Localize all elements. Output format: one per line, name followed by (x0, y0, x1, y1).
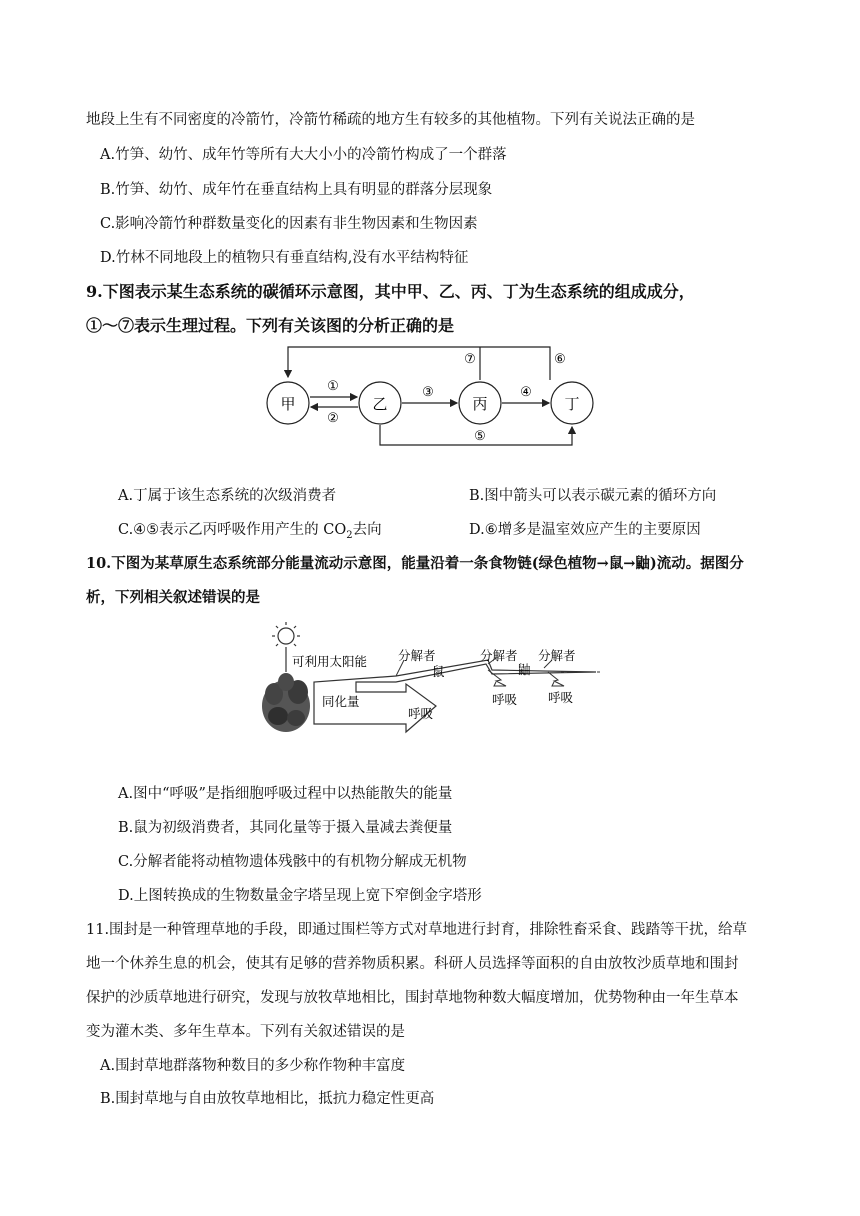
q8-option-c: C.影响冷箭竹种群数量变化的因素有非生物因素和生物因素 (100, 216, 478, 232)
q11-stem-line1: 11.围封是一种管理草地的手段，即通过围栏等方式对草地进行封育，排除牲畜采食、践踏等干扰，给草 (86, 922, 748, 938)
q9-option-c (118, 520, 382, 546)
q9-option-d: D.⑥增多是温室效应产生的主要原因 (469, 522, 701, 538)
q9-option-c-tail: 去向 (352, 522, 382, 538)
q11-stem-line2: 地一个休养生息的机会，使其有足够的营养物质积累。科研人员选择等面积的自由放牧沙质草地和围封 (86, 956, 739, 972)
label-1: ① (327, 379, 339, 394)
sun-label: 可利用太阳能 (292, 654, 368, 669)
q8-option-a: A.竹笋、幼竹、成年竹等所有大大小小的冷箭竹构成了一个群落 (100, 147, 507, 163)
q9-option-a: A.丁属于该生态系统的次级消费者 (118, 488, 337, 504)
q9-stem-line2: ①～⑦表示生理过程。下列有关该图的分析正确的是 (86, 316, 455, 335)
label-5: ⑤ (474, 429, 486, 444)
decomposer-label-1: 分解者 (398, 648, 436, 663)
q11-stem-line4: 变为灌木类、多年生草本。下列有关叙述错误的是 (86, 1024, 405, 1040)
q10-stem-line1: 10.下图为某草原生态系统部分能量流动示意图，能量沿着一条食物链(绿色植物→鼠→鼬)流动。据图分 (86, 555, 744, 572)
sun-icon (272, 622, 300, 650)
q8-stem-tail: 地段上生有不同密度的冷箭竹，冷箭竹稀疏的地方生有较多的其他植物。下列有关说法正确的是 (86, 112, 695, 128)
label-2: ② (327, 411, 339, 426)
q11-option-b: B.围封草地与自由放牧草地相比，抵抗力稳定性更高 (100, 1091, 435, 1107)
node-ding-label: 丁 (564, 395, 580, 413)
q8-option-d: D.竹林不同地段上的植物只有垂直结构,没有水平结构特征 (100, 250, 469, 266)
node-jia-label: 甲 (280, 395, 296, 413)
q9-option-c-sub: 2 (346, 529, 353, 541)
q9-stem-line1: 9.下图表示某生态系统的碳循环示意图，其中甲、乙、丙、丁为生态系统的组成成分， (86, 282, 695, 301)
respiration-label-1: 呼吸 (408, 706, 434, 721)
q9-option-b: B.图中箭头可以表示碳元素的循环方向 (469, 488, 717, 504)
q10-option-a: A.图中“呼吸”是指细胞呼吸过程中以热能散失的能量 (118, 786, 453, 802)
plant-icon (262, 673, 310, 732)
q10-option-c: C.分解者能将动植物遗体残骸中的有机物分解成无机物 (118, 854, 467, 870)
decomposer-label-2: 分解者 (480, 648, 518, 663)
branch-arrow-weasel (548, 672, 564, 686)
label-3: ③ (422, 385, 434, 400)
label-4: ④ (520, 385, 532, 400)
node-yi-label: 乙 (372, 395, 388, 413)
q9-option-c-text: C.④⑤表示乙丙呼吸作用产生的 CO (118, 522, 347, 538)
mouse-label: 鼠 (432, 664, 445, 679)
decomposer-label-3: 分解者 (538, 648, 576, 663)
q10-stem-line2: 析，下列相关叙述错误的是 (86, 589, 260, 606)
q10-option-d: D.上图转换成的生物数量金字塔呈现上宽下窄倒金字塔形 (118, 888, 482, 904)
q8-option-b: B.竹笋、幼竹、成年竹在垂直结构上具有明显的群落分层现象 (100, 182, 493, 198)
node-bing-label: 丙 (472, 395, 488, 413)
respiration-label-3: 呼吸 (548, 690, 574, 705)
respiration-label-2: 呼吸 (492, 692, 518, 707)
carbon-cycle-diagram (262, 345, 602, 449)
q11-stem-line3: 保护的沙质草地进行研究，发现与放牧草地相比，围封草地物种数大幅度增加，优势物种由一年生草本 (86, 990, 739, 1006)
q10-option-b: B.鼠为初级消费者，其同化量等于摄入量减去粪便量 (118, 820, 453, 836)
label-6: ⑥ (554, 352, 566, 367)
label-7: ⑦ (464, 352, 476, 367)
assimilation-label: 同化量 (322, 694, 360, 709)
energy-flow-diagram (256, 620, 606, 742)
weasel-label: 鼬 (518, 662, 531, 677)
q11-option-a: A.围封草地群落物种数目的多少称作物种丰富度 (100, 1058, 406, 1074)
return-line-top (288, 347, 550, 380)
